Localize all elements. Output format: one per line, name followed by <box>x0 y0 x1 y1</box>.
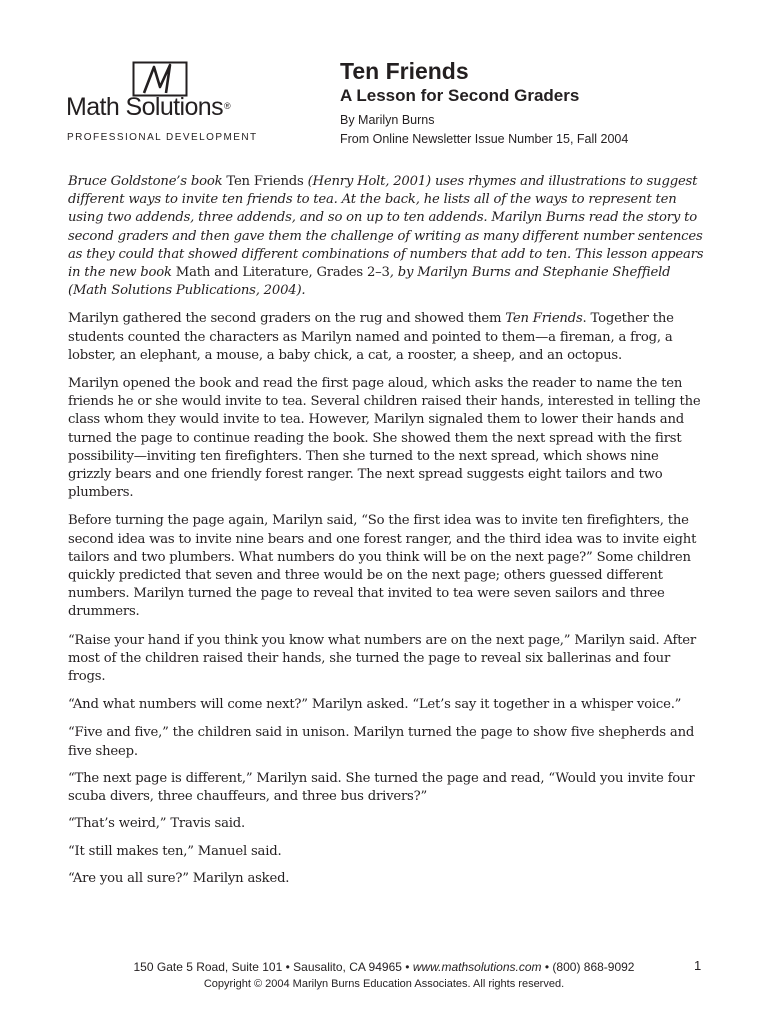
article-byline: By Marilyn Burns <box>340 113 435 127</box>
footer-separator: • <box>405 960 410 974</box>
paragraph: Marilyn gathered the second graders on the rug and showed them Ten Friends. Together the students counted the characters as Marilyn named and pointed to them—a fireman, a frog, a lobster, an elephant, a mouse, a baby chick, a cat, a rooster, a sheep, and an octopus. <box>68 311 674 363</box>
article-title: Ten Friends <box>340 58 469 84</box>
article-body <box>68 173 704 897</box>
paragraph: “Raise your hand if you think you know what numbers are on the next page,” Marilyn said. After most of the children raised their hands, she turned the page to reveal six ballerinas and four frogs. <box>68 632 697 685</box>
footer-copyright: Copyright © 2004 Marilyn Burns Education Associates. All rights reserved. <box>203 978 565 990</box>
footer-website-link[interactable]: www.mathsolutions.com <box>412 960 542 974</box>
book-title-math-literature: Math and Literature, Grades 2–3 <box>175 265 390 281</box>
intro-paragraph: Bruce Goldstone’s book Ten Friends (Henry Holt, 2001) uses rhymes and illustrations to suggest different ways to invite ten friends to tea. At the back, he lists all of the ways to represent ten using two addends, three addends, and so on up to ten addends. Marilyn Burns read the story to second graders and then gave them the challenge of writing as many different number sentences as they could that showed different combinations of numbers that add to ten. This lesson appears in the new book Math and Literature, Grades 2–3, by Marilyn Burns and Stephanie Sheffield (Math Solutions Publications, 2004). <box>68 174 704 299</box>
paragraph: “That’s weird,” Travis said. <box>68 816 245 832</box>
book-title: Ten Friends <box>226 174 304 189</box>
page-footer <box>0 959 768 993</box>
book-title: Ten Friends <box>505 311 583 327</box>
math-solutions-logo[interactable] <box>66 59 256 149</box>
paragraph: “It still makes ten,” Manuel said. <box>68 843 282 859</box>
paragraph: Before turning the page again, Marilyn said, “So the first idea was to invite ten firefighters, the second idea was to invite nine bears and one forest ranger, and the third idea was to invite eight tailors and two plumbers. What numbers do you think will be on the next page?” Some children quickly predicted that seven and three would be on the next page; others guessed different numbers. Marilyn turned the page to reveal that invited to tea were seven sailors and three drummers. <box>68 513 697 620</box>
logo-tagline: PROFESSIONAL DEVELOPMENT <box>67 132 258 143</box>
footer-address: 150 Gate 5 Road, Suite 101 <box>133 960 283 974</box>
article-subtitle: A Lesson for Second Graders <box>340 86 580 105</box>
math-solutions-m-icon <box>132 61 188 97</box>
footer-separator: • <box>285 960 290 974</box>
article-source: From Online Newsletter Issue Number 15, Fall 2004 <box>340 132 629 146</box>
paragraph: “The next page is different,” Marilyn said. She turned the page and read, “Would you invite four scuba divers, three chauffeurs, and three bus drivers?” <box>68 770 695 805</box>
article-header <box>340 58 628 149</box>
page-number: 1 <box>694 958 702 973</box>
footer-city: Sausalito, CA 94965 <box>293 960 402 974</box>
paragraph: “Are you all sure?” Marilyn asked. <box>68 870 290 886</box>
footer-separator: • <box>544 960 550 974</box>
logo-wordmark: Math Solutions® <box>66 93 231 121</box>
footer-contact <box>0 959 768 976</box>
footer-phone: (800) 868-9092 <box>552 960 635 974</box>
paragraph: “Five and five,” the children said in unison. Marilyn turned the page to show five shepherds and five sheep. <box>68 725 695 759</box>
paragraph: Marilyn opened the book and read the first page aloud, which asks the reader to name the ten friends he or she would invite to tea. Several children raised their hands, interested in telling the class whom they would invite to tea. However, Marilyn signaled them to lower their hands and turned the page to continue reading the book. She showed them the next spread with the first possibility—inviting ten firefighters. Then she turned to the next spread, which shows nine grizzly bears and one friendly forest ranger. The next spread suggests eight tailors and two plumbers. <box>68 376 701 501</box>
paragraph: “And what numbers will come next?” Marilyn asked. “Let’s say it together in a whisper voice.” <box>68 697 682 713</box>
